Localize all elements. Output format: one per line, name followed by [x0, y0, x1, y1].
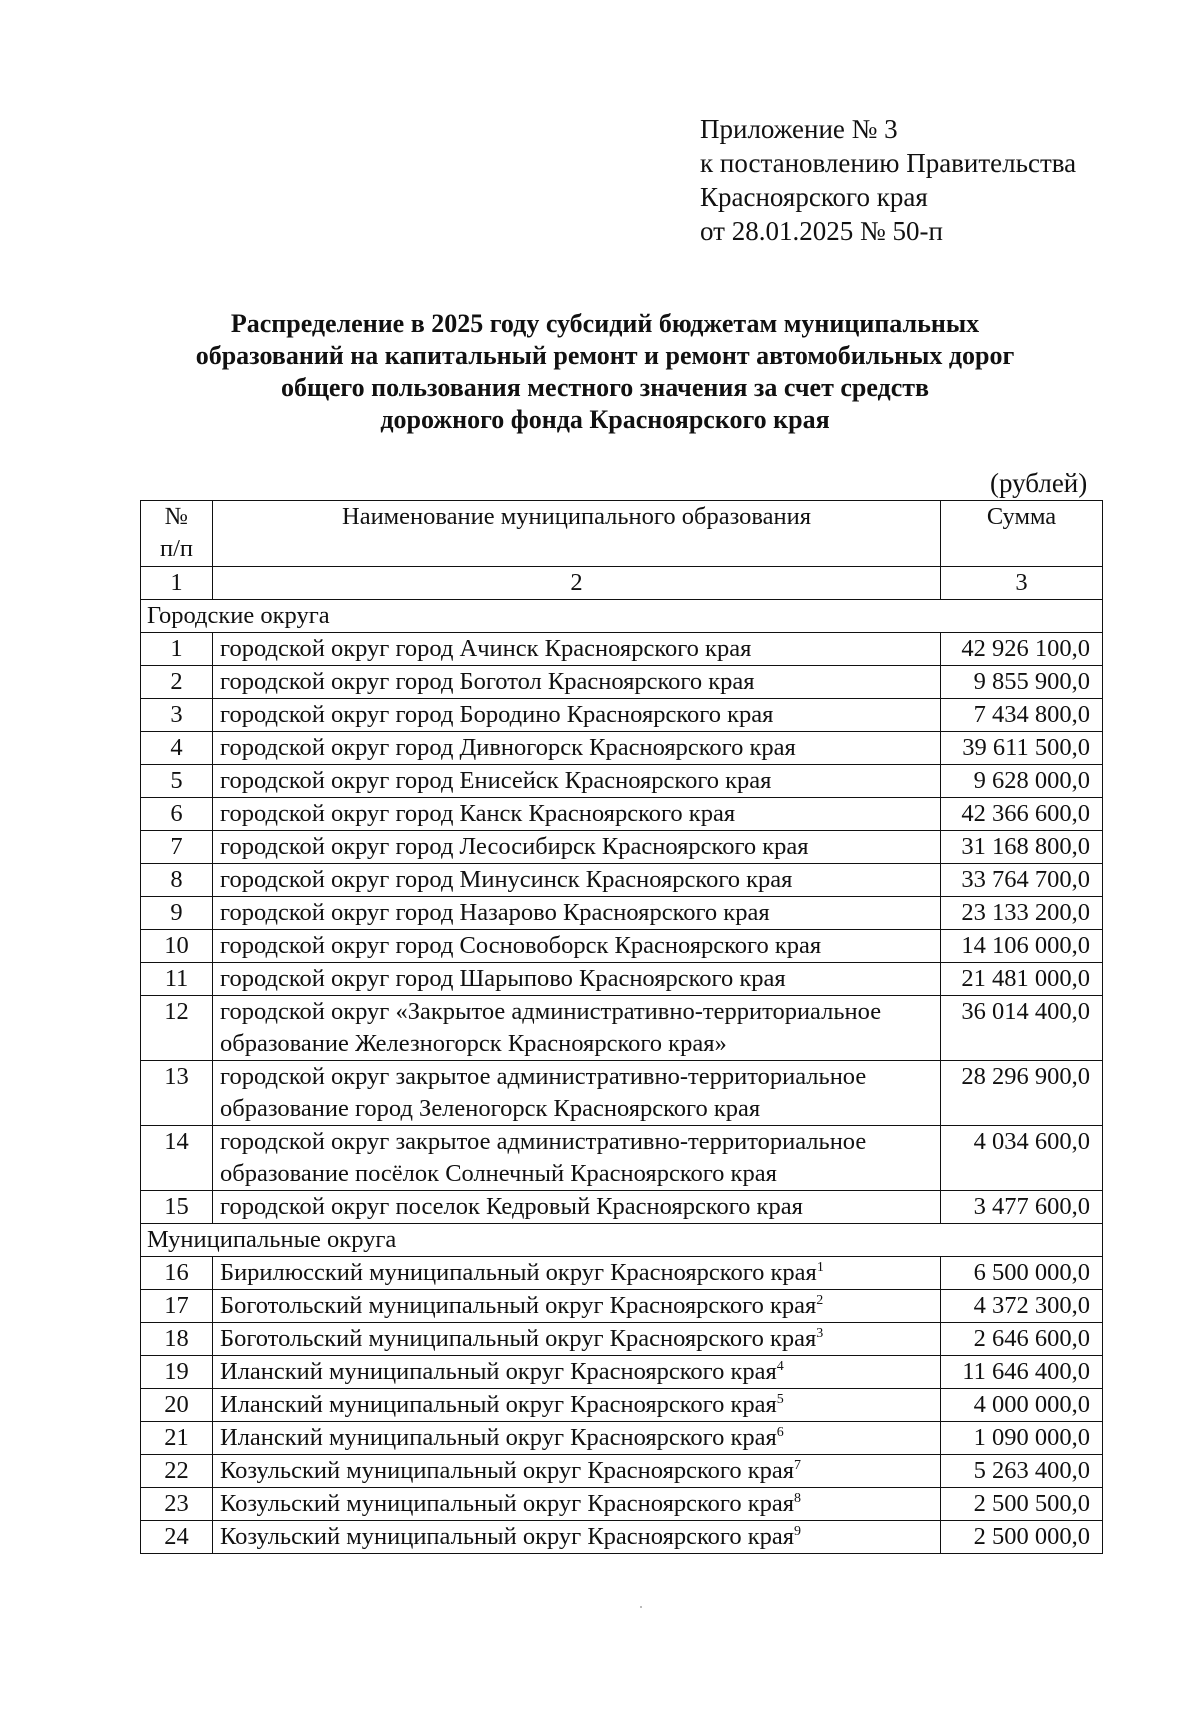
- municipality-name: [213, 864, 941, 897]
- subsidy-amount: 5 263 400,0: [941, 1455, 1103, 1488]
- row-number: 2: [141, 666, 213, 699]
- municipality-name-text: Бирилюсский муниципальный округ Красноярского края: [220, 1259, 817, 1286]
- row-number: 7: [141, 831, 213, 864]
- municipality-name: [213, 963, 941, 996]
- title-line: дорожного фонда Красноярского края: [380, 405, 830, 434]
- municipality-name-line: образование Железногорск Красноярского края»: [220, 1030, 727, 1057]
- municipality-name: [213, 732, 941, 765]
- table-row: [141, 1455, 1103, 1488]
- subsidy-amount: 4 000 000,0: [941, 1389, 1103, 1422]
- footnote-marker: 4: [776, 1359, 784, 1374]
- row-number: 13: [141, 1061, 213, 1126]
- appendix-resolution: к постановлению Правительства: [700, 148, 1077, 178]
- row-number: 21: [141, 1422, 213, 1455]
- table-row: [141, 897, 1103, 930]
- municipality-name: [213, 1521, 941, 1554]
- municipality-name-text: городской округ город Боготол Красноярского края: [220, 668, 755, 695]
- municipality-name: [213, 1191, 941, 1224]
- title-line: образований на капитальный ремонт и ремонт автомобильных дорог: [195, 341, 1015, 370]
- footnote-marker: 7: [794, 1458, 801, 1473]
- row-number: 19: [141, 1356, 213, 1389]
- municipality-name: [213, 633, 941, 666]
- subsidy-table: [140, 500, 1103, 1554]
- subsidy-amount: 2 500 500,0: [941, 1488, 1103, 1521]
- row-number: 17: [141, 1290, 213, 1323]
- municipality-name: [213, 930, 941, 963]
- subsidy-amount: 42 366 600,0: [941, 798, 1103, 831]
- subsidy-amount: 7 434 800,0: [941, 699, 1103, 732]
- footnote-marker: 9: [794, 1524, 801, 1539]
- municipality-name: [213, 996, 941, 1061]
- section-row: [141, 1224, 1103, 1257]
- municipality-name: [213, 1061, 941, 1126]
- header-sum: Сумма: [941, 501, 1103, 567]
- table-row: [141, 1126, 1103, 1191]
- row-number: 22: [141, 1455, 213, 1488]
- row-number: 9: [141, 897, 213, 930]
- header-number-abbr: п/п: [159, 535, 194, 562]
- table-row: [141, 1488, 1103, 1521]
- header-number: [141, 501, 213, 567]
- column-index: 2: [213, 567, 941, 600]
- row-number: 5: [141, 765, 213, 798]
- municipality-name-line: городской округ «Закрытое административно-территориальное: [220, 998, 882, 1025]
- subsidy-amount: 31 168 800,0: [941, 831, 1103, 864]
- title-line: общего пользования местного значения за счет средств: [280, 373, 930, 402]
- row-number: 18: [141, 1323, 213, 1356]
- section-title: Городские округа: [141, 600, 1103, 633]
- municipality-name-text: городской округ город Дивногорск Красноярского края: [220, 734, 796, 761]
- municipality-name: [213, 831, 941, 864]
- municipality-name-text: городской округ город Назарово Красноярского края: [220, 899, 770, 926]
- footnote-marker: 3: [816, 1326, 824, 1341]
- row-number: 10: [141, 930, 213, 963]
- table-row: [141, 666, 1103, 699]
- municipality-name-text: Боготольский муниципальный округ Красноярского края: [220, 1325, 817, 1352]
- municipality-name: [213, 765, 941, 798]
- subsidy-amount: 36 014 400,0: [941, 996, 1103, 1061]
- appendix-number: Приложение № 3: [700, 114, 898, 144]
- table-row: [141, 930, 1103, 963]
- subsidy-amount: 4 034 600,0: [941, 1126, 1103, 1191]
- municipality-name: [213, 1323, 941, 1356]
- municipality-name-text: городской округ город Енисейск Красноярского края: [220, 767, 772, 794]
- subsidy-amount: 11 646 400,0: [941, 1356, 1103, 1389]
- table-row: [141, 798, 1103, 831]
- row-number: 8: [141, 864, 213, 897]
- table-row: [141, 1061, 1103, 1126]
- table-row: [141, 1257, 1103, 1290]
- municipality-name: [213, 1126, 941, 1191]
- row-number: 12: [141, 996, 213, 1061]
- subsidy-amount: 2 646 600,0: [941, 1323, 1103, 1356]
- footnote-marker: 2: [816, 1293, 824, 1308]
- table-row: [141, 864, 1103, 897]
- row-number: 15: [141, 1191, 213, 1224]
- municipality-name-text: городской округ город Сосновоборск Красноярского края: [220, 932, 822, 959]
- municipality-name: [213, 1422, 941, 1455]
- municipality-name: [213, 897, 941, 930]
- row-number: 11: [141, 963, 213, 996]
- municipality-name-text: Боготольский муниципальный округ Красноярского края: [220, 1292, 817, 1319]
- municipality-name-text: городской округ город Бородино Красноярского края: [220, 701, 774, 728]
- footnote-marker: 1: [816, 1260, 824, 1275]
- table-row: [141, 1389, 1103, 1422]
- section-title: Муниципальные округа: [141, 1224, 1103, 1257]
- municipality-name: [213, 1257, 941, 1290]
- row-number: 20: [141, 1389, 213, 1422]
- municipality-name-line: образование посёлок Солнечный Красноярского края: [220, 1160, 777, 1187]
- subsidy-amount: 33 764 700,0: [941, 864, 1103, 897]
- municipality-name: [213, 1290, 941, 1323]
- municipality-name-text: городской округ город Ачинск Красноярского края: [220, 635, 752, 662]
- municipality-name: [213, 666, 941, 699]
- municipality-name-text: городской округ город Шарыпово Красноярского края: [220, 965, 786, 992]
- footnote-marker: 8: [794, 1491, 801, 1506]
- row-number: 4: [141, 732, 213, 765]
- municipality-name-text: Иланский муниципальный округ Красноярского края: [220, 1391, 777, 1418]
- municipality-name-text: Козульский муниципальный округ Красноярского края: [220, 1523, 794, 1550]
- subsidy-amount: 3 477 600,0: [941, 1191, 1103, 1224]
- table-row: [141, 732, 1103, 765]
- row-number: 1: [141, 633, 213, 666]
- municipality-name-line: образование город Зеленогорск Красноярского края: [220, 1095, 761, 1122]
- title-line: Распределение в 2025 году субсидий бюджетам муниципальных: [230, 309, 980, 338]
- municipality-name-text: Козульский муниципальный округ Красноярского края: [220, 1457, 794, 1484]
- table-row: [141, 1521, 1103, 1554]
- municipality-name: [213, 1356, 941, 1389]
- appendix-reference: [700, 112, 1076, 248]
- footnote-marker: 6: [776, 1425, 784, 1440]
- subsidy-amount: 21 481 000,0: [941, 963, 1103, 996]
- municipality-name-line: городской округ закрытое административно-территориальное: [220, 1128, 867, 1155]
- table-row: [141, 765, 1103, 798]
- municipality-name-text: городской округ город Лесосибирск Красноярского края: [220, 833, 809, 860]
- municipality-name: [213, 798, 941, 831]
- table-row: [141, 996, 1103, 1061]
- subsidy-amount: 6 500 000,0: [941, 1257, 1103, 1290]
- row-number: 16: [141, 1257, 213, 1290]
- municipality-name-text: Иланский муниципальный округ Красноярского края: [220, 1358, 777, 1385]
- subsidy-amount: 1 090 000,0: [941, 1422, 1103, 1455]
- table-row: [141, 633, 1103, 666]
- units-label: (рублей): [990, 468, 1088, 498]
- municipality-name: [213, 699, 941, 732]
- municipality-name-text: городской округ поселок Кедровый Красноярского края: [220, 1193, 803, 1220]
- table-row: [141, 1356, 1103, 1389]
- scan-speck: [640, 1606, 642, 1608]
- table-header-row: [141, 501, 1103, 567]
- footnote-marker: 5: [776, 1392, 784, 1407]
- municipality-name: [213, 1455, 941, 1488]
- subsidy-amount: 2 500 000,0: [941, 1521, 1103, 1554]
- municipality-name-text: городской округ город Минусинск Красноярского края: [220, 866, 793, 893]
- subsidy-amount: 23 133 200,0: [941, 897, 1103, 930]
- municipality-name-text: городской округ город Канск Красноярского края: [220, 800, 736, 827]
- subsidy-amount: 39 611 500,0: [941, 732, 1103, 765]
- subsidy-amount: 28 296 900,0: [941, 1061, 1103, 1126]
- municipality-name-line: городской округ закрытое административно-территориальное: [220, 1063, 867, 1090]
- table-row: [141, 699, 1103, 732]
- table-row: [141, 831, 1103, 864]
- row-number: 14: [141, 1126, 213, 1191]
- header-name: Наименование муниципального образования: [213, 501, 941, 567]
- table-row: [141, 1422, 1103, 1455]
- municipality-name: [213, 1488, 941, 1521]
- table-row: [141, 1191, 1103, 1224]
- column-index: 3: [941, 567, 1103, 600]
- subsidy-amount: 14 106 000,0: [941, 930, 1103, 963]
- table-row: [141, 963, 1103, 996]
- header-number-sign: №: [164, 503, 189, 530]
- municipality-name: [213, 1389, 941, 1422]
- column-index-row: [141, 567, 1103, 600]
- row-number: 3: [141, 699, 213, 732]
- document-title: [120, 308, 1090, 436]
- subsidy-amount: 4 372 300,0: [941, 1290, 1103, 1323]
- municipality-name-text: Козульский муниципальный округ Красноярского края: [220, 1490, 794, 1517]
- appendix-date: от 28.01.2025 № 50-п: [700, 216, 943, 246]
- appendix-region: Красноярского края: [700, 182, 928, 212]
- subsidy-amount: 42 926 100,0: [941, 633, 1103, 666]
- column-index: 1: [141, 567, 213, 600]
- row-number: 6: [141, 798, 213, 831]
- table-row: [141, 1290, 1103, 1323]
- row-number: 23: [141, 1488, 213, 1521]
- table-row: [141, 1323, 1103, 1356]
- municipality-name-text: Иланский муниципальный округ Красноярского края: [220, 1424, 777, 1451]
- subsidy-amount: 9 628 000,0: [941, 765, 1103, 798]
- row-number: 24: [141, 1521, 213, 1554]
- subsidy-amount: 9 855 900,0: [941, 666, 1103, 699]
- section-row: [141, 600, 1103, 633]
